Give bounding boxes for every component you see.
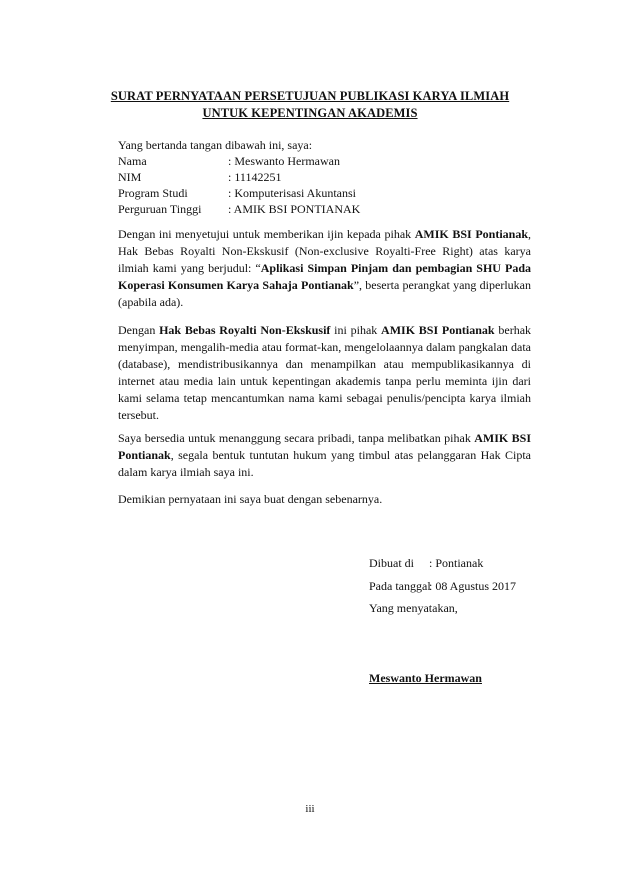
place-value: : Pontianak [429, 556, 484, 570]
signature-date [369, 579, 516, 594]
date-value: : 08 Agustus 2017 [429, 579, 517, 593]
text-run: Dengan [118, 323, 160, 337]
thesis-title: Aplikasi Simpan Pinjam dan pembagian SHU Pada Koperasi Konsumen Karya Sahaja Pontianak [118, 261, 531, 292]
field-nama [118, 154, 340, 169]
text-run: Dengan ini menyetujui untuk memberikan ijin kepada pihak [118, 227, 415, 241]
text-run: , segala bentuk tuntutan hukum yang timbul atas pelanggaran Hak Cipta dalam karya ilmiah saya ini. [118, 448, 531, 479]
paragraph-rights [118, 322, 531, 424]
field-value: : AMIK BSI PONTIANAK [228, 202, 361, 216]
document-title-line-1: SURAT PERNYATAAN PERSETUJUAN PUBLIKASI KARYA ILMIAH [110, 89, 510, 103]
field-label: NIM [118, 170, 142, 184]
field-value: : Meswanto Hermawan [228, 154, 340, 168]
field-value: : 11142251 [228, 170, 282, 184]
institution-name: AMIK BSI Pontianak [118, 431, 532, 462]
field-label: Program Studi [118, 186, 188, 200]
field-label: Nama [118, 154, 147, 168]
institution-name: AMIK BSI Pontianak [381, 323, 495, 337]
paragraph-permission [118, 226, 531, 311]
signer-name: Meswanto Hermawan [369, 671, 482, 685]
signature-statement: Yang menyatakan, [369, 601, 458, 615]
document-title-line-2: UNTUK KEPENTINGAN AKADEMIS [202, 106, 418, 120]
place-label: Dibuat di [369, 556, 414, 570]
text-run: Saya bersedia untuk menanggung secara pribadi, tanpa melibatkan pihak [118, 431, 475, 445]
paragraph-closing: Demikian pernyataan ini saya buat dengan sebenarnya. [118, 492, 383, 506]
text-run: berhak menyimpan, mengalih-media atau format-kan, mengelolaannya dalam pangkalan data (database), mendistribusikannya dan menampilkan atau mempublikasikannya di internet atau media lain untuk kepentingan akademis tanpa perlu meminta ijin dari kami selama tetap mencantumkan nama kami sebagai penulis/pencipta karya ilmiah tersebut. [118, 323, 532, 422]
text-run: ”, beserta perangkat yang diperlukan (apabila ada). [118, 278, 531, 309]
intro-text: Yang bertanda tangan dibawah ini, saya: [118, 138, 313, 152]
text-run: , Hak Bebas Royalti Non-Ekskusif (Non-exclusive Royalti-Free Right) atas karya ilmiah kami yang berjudul: “ [118, 227, 531, 275]
field-value: : Komputerisasi Akuntansi [228, 186, 356, 200]
signature-place [369, 556, 483, 571]
field-perguruan-tinggi [118, 202, 360, 217]
paragraph-liability [118, 430, 531, 481]
date-label: Pada tanggal [369, 579, 431, 593]
field-program-studi [118, 186, 356, 201]
institution-name: AMIK BSI Pontianak [414, 227, 528, 241]
page-number: iii [305, 803, 315, 815]
field-nim [118, 170, 281, 185]
text-run: ini pihak [330, 323, 382, 337]
field-label: Perguruan Tinggi [118, 202, 202, 216]
license-name: Hak Bebas Royalti Non-Ekskusif [159, 323, 331, 337]
